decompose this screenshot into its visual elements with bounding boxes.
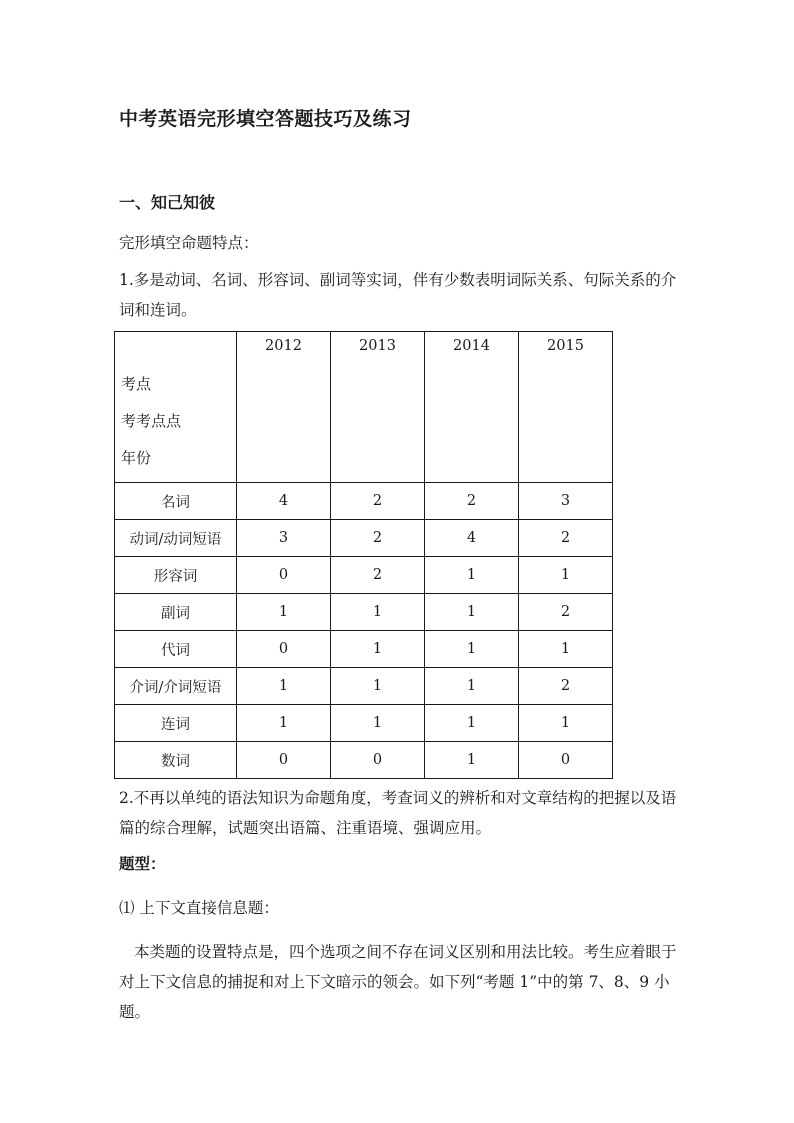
point-1-paragraph: 1.多是动词、名词、形容词、副词等实词，伴有少数表明词际关系、句际关系的介词和连词。: [119, 271, 677, 319]
year-header-cell: 2014: [425, 332, 519, 483]
row-label: 连词: [115, 705, 237, 742]
row-label: 数词: [115, 742, 237, 779]
table-cell: 3: [237, 520, 331, 557]
table-cell: 1: [425, 631, 519, 668]
table-cell: 1: [237, 594, 331, 631]
table-row: [115, 557, 613, 594]
table-cell: 2: [519, 520, 613, 557]
table-cell: 1: [425, 668, 519, 705]
table-cell: 0: [519, 742, 613, 779]
table-row: [115, 631, 613, 668]
table-cell: 2: [331, 520, 425, 557]
table-row: [115, 483, 613, 520]
table-cell: 4: [425, 520, 519, 557]
table-cell: 0: [237, 631, 331, 668]
header-label-nianfen: 年份: [121, 449, 152, 467]
year-header-cell: 2013: [331, 332, 425, 483]
table-cell: 2: [425, 483, 519, 520]
table-row: [115, 742, 613, 779]
header-diagonal-cell: [115, 332, 237, 483]
table-cell: 1: [519, 705, 613, 742]
row-label: 动词/动词短语: [115, 520, 237, 557]
table-cell: 1: [519, 631, 613, 668]
intro-label: 完形填空命题特点：: [119, 234, 259, 252]
table-cell: 2: [519, 594, 613, 631]
year-header-cell: 2012: [237, 332, 331, 483]
section-heading: 一、知己知彼: [119, 193, 216, 212]
table-cell: 3: [519, 483, 613, 520]
table-cell: 2: [519, 668, 613, 705]
type-1-description: 本类题的设置特点是，四个选项之间不存在词义区别和用法比较。考生应着眼于对上下文信息的捕捉和对上下文暗示的领会。如下列“考题 1”中的第 7、8、9 小题。: [119, 943, 677, 1021]
header-label-kaokaodiandian: 考考点点: [121, 412, 182, 430]
row-label: 名词: [115, 483, 237, 520]
table-cell: 1: [425, 557, 519, 594]
row-label: 形容词: [115, 557, 237, 594]
table-header-row: [115, 332, 613, 483]
question-type-label: 题型：: [119, 854, 166, 873]
row-label: 副词: [115, 594, 237, 631]
table-cell: 0: [237, 742, 331, 779]
table-cell: 2: [331, 483, 425, 520]
table-row: [115, 668, 613, 705]
table-row: [115, 594, 613, 631]
table-cell: 0: [237, 557, 331, 594]
document-title: 中考英语完形填空答题技巧及练习: [119, 108, 412, 130]
exam-points-table: [114, 331, 613, 779]
table-cell: 1: [425, 705, 519, 742]
type-1-heading: ⑴ 上下文直接信息题：: [119, 899, 279, 917]
header-label-kaodian: 考点: [121, 375, 152, 393]
table-cell: 1: [331, 594, 425, 631]
row-label: 代词: [115, 631, 237, 668]
table-cell: 0: [331, 742, 425, 779]
table-cell: 1: [331, 668, 425, 705]
table-cell: 1: [425, 742, 519, 779]
table-cell: 1: [425, 594, 519, 631]
table-row: [115, 520, 613, 557]
row-label: 介词/介词短语: [115, 668, 237, 705]
table-cell: 2: [331, 557, 425, 594]
year-header-cell: 2015: [519, 332, 613, 483]
table-cell: 1: [237, 668, 331, 705]
table-cell: 1: [237, 705, 331, 742]
table-row: [115, 705, 613, 742]
table-cell: 1: [519, 557, 613, 594]
table-cell: 1: [331, 631, 425, 668]
table-cell: 1: [331, 705, 425, 742]
table-cell: 4: [237, 483, 331, 520]
point-2-paragraph: 2.不再以单纯的语法知识为命题角度，考查词义的辨析和对文章结构的把握以及语篇的综合理解，试题突出语篇、注重语境、强调应用。: [119, 789, 677, 837]
